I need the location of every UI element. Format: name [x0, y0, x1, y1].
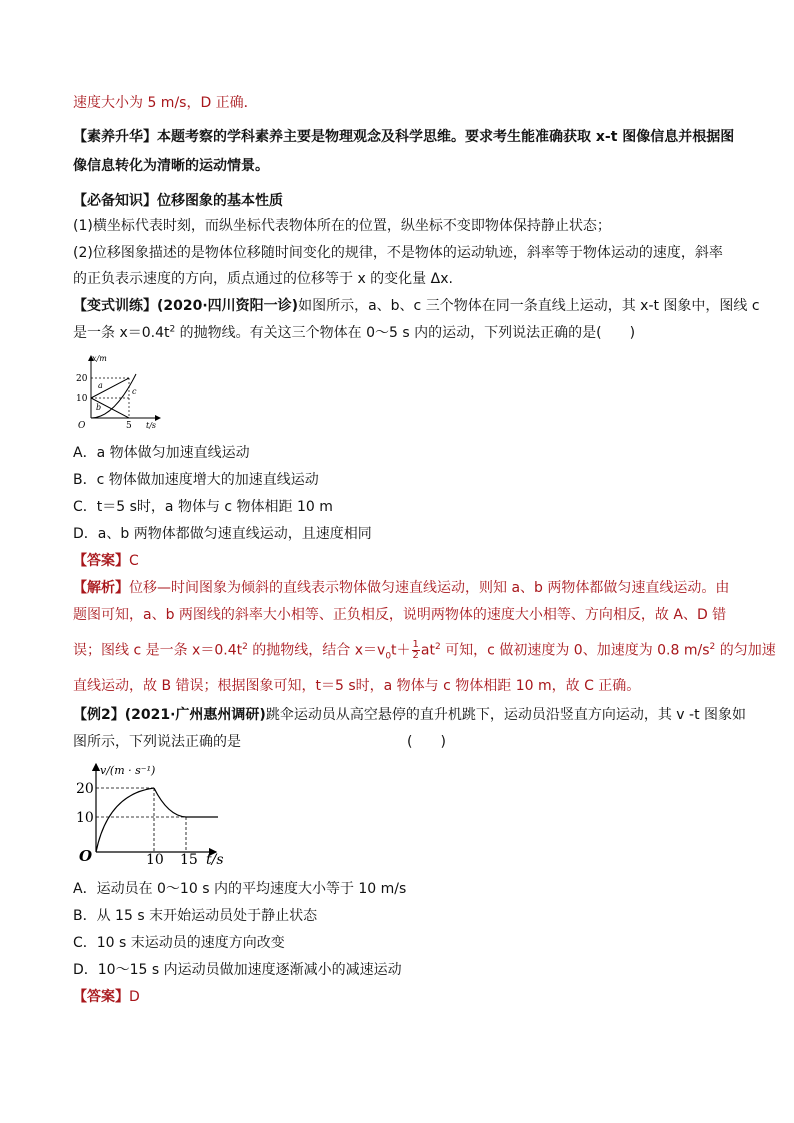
vt-xtick-15: 15: [180, 852, 198, 866]
bibei-item-2-line-2: 的正负表示速度的方向，质点通过的位移等于 x 的变化量 Δx.: [73, 271, 453, 287]
suyang-line-1: [73, 127, 735, 147]
bianshi-answer: [73, 551, 724, 571]
bianshi-option-b: B．c 物体做加速度增大的加速直线运动: [73, 472, 319, 488]
li2-option-d: D．10～15 s 内运动员做加速度逐渐减小的减速运动: [73, 962, 402, 978]
bianshi-answer-value: C: [129, 553, 139, 569]
bianshi-analysis-line-1: 【解析】位移—时间图象为倾斜的直线表示物体做匀速直线运动，则知 a、b 两物体都做匀速直线运动。由: [73, 580, 730, 596]
li2-answer: [73, 987, 724, 1007]
vt-ytick-10: 10: [76, 810, 94, 826]
li2-answer-value: D: [129, 989, 140, 1005]
vt-xlabel: t/s: [206, 852, 224, 866]
xt-label-c: c: [132, 387, 137, 396]
xt-ytick-20: 20: [76, 374, 88, 384]
suyang-text-1: 本题考察的学科素养主要是物理观念及科学思维。要求考生能准确获取 x-t 图像信息并根据图: [157, 129, 735, 145]
vt-curve-fall: [154, 788, 186, 817]
li2-source: (2021·广州惠州调研): [124, 707, 266, 723]
bibei-item-1: (1)横坐标代表时刻，而纵坐标代表物体所在的位置，纵坐标不变即物体保持静止状态；: [73, 218, 611, 234]
bianshi-tag: 【变式训练】: [73, 298, 157, 314]
li2-question-line-1: [73, 705, 747, 725]
xt-xlabel: t/s: [146, 421, 157, 430]
bianshi-answer-tag: 【答案】: [73, 553, 129, 569]
bianshi-question-line-2: 是一条 $x=0.4t^2$ 的抛物线。有关这三个物体在 0～5 s 内的运动，下列说法正确的是( ): [73, 324, 636, 341]
xt-ylabel: x/m: [92, 354, 107, 363]
li2-answer-tag: 【答案】: [73, 989, 129, 1005]
fraction-one-half: $\frac{1}{2}$: [412, 639, 419, 661]
vt-curve-rise: [96, 788, 154, 852]
xt-label-b: b: [96, 403, 102, 412]
bianshi-analysis-tag: 【解析】: [73, 580, 129, 596]
bibei-tag: 【必备知识】: [73, 193, 157, 209]
bianshi-source: (2020·四川资阳一诊): [157, 298, 299, 314]
suyang-tag: 【素养升华】: [73, 129, 157, 145]
li2-option-c: C．10 s 末运动员的速度方向改变: [73, 935, 285, 951]
suyang-line-2: 像信息转化为清晰的运动情景。: [73, 158, 269, 174]
bianshi-option-a: A．a 物体做匀加速直线运动: [73, 445, 250, 461]
bibei-title: 位移图象的基本性质: [157, 193, 283, 209]
vt-xtick-10: 10: [146, 852, 164, 866]
bianshi-analysis-line-4: 直线运动，故 B 错误；根据图象可知，t＝5 s时，a 物体与 c 物体相距 10 m，故 C 正确。: [73, 678, 641, 694]
paragraph-conclusion: 速度大小为 5 m/s，D 正确．: [73, 95, 258, 111]
bianshi-analysis-line-3: 误；图线 c 是一条 $x=0.4t^2$ 的抛物线，结合 $x=v_0t+$ $\frac{1}{2}$ $at^2$ 可知，c 做初速度为 0、加速度为 0.8 $m/s^2$ 的匀加速: [73, 639, 776, 662]
bibei-heading: [73, 191, 724, 211]
li2-option-b: B．从 15 s 末开始运动员处于静止状态: [73, 908, 318, 924]
li2-question-line-2: 图所示，下列说法正确的是 ( ): [73, 734, 446, 750]
xt-graph: [74, 352, 174, 432]
bianshi-question-text: 如图所示，a、b、c 三个物体在同一条直线上运动，其 x-t 图象中，图线 c: [298, 298, 760, 314]
vt-graph: [76, 758, 252, 866]
bianshi-option-c: C．t＝5 s时，a 物体与 c 物体相距 10 m: [73, 499, 333, 515]
bianshi-analysis-line-2: 题图可知，a、b 两图线的斜率大小相等、正负相反，说明两物体的速度大小相等、方向相反，故 A、D 错: [73, 607, 727, 623]
xt-xtick-5: 5: [126, 421, 132, 431]
vt-ytick-20: 20: [76, 781, 94, 797]
xt-label-a: a: [98, 381, 103, 390]
bibei-item-2-line-1: (2)位移图象描述的是物体位移随时间变化的规律，不是物体的运动轨迹，斜率等于物体运动的速度，斜率: [73, 245, 723, 261]
li2-answer-bracket: ( ): [407, 734, 446, 750]
bianshi-option-d: D．a、b 两物体都做匀速直线运动，且速度相同: [73, 526, 372, 542]
li2-question-text: 跳伞运动员从高空悬停的直升机跳下，运动员沿竖直方向运动，其 v -t 图象如: [265, 707, 747, 723]
vt-ylabel: v/(m · s⁻¹): [100, 764, 156, 777]
xt-ytick-10: 10: [76, 394, 88, 404]
li2-option-a: A．运动员在 0～10 s 内的平均速度大小等于 10 m/s: [73, 881, 407, 897]
bianshi-question-line-1: [73, 296, 760, 316]
vt-origin: O: [79, 847, 93, 865]
li2-tag: 【例2】: [73, 707, 125, 723]
xt-origin: O: [78, 421, 86, 431]
